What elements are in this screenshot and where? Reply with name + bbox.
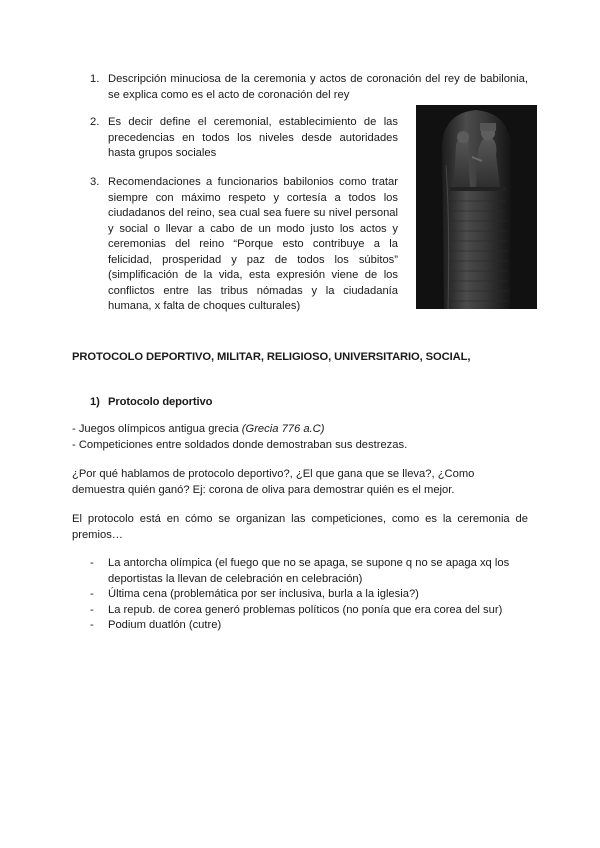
stele-illustration (416, 105, 537, 309)
paragraph-line (72, 422, 528, 438)
list-dash: - (90, 557, 94, 569)
paragraph-line-italic: (Grecia 776 a.C) (241, 423, 325, 435)
paragraph-line-text: - Juegos olímpicos antigua grecia (72, 423, 242, 435)
item-text: Es decir define el ceremonial, establecimiento de las precedencias en todos los niveles desde autoridades hasta grupos sociales (108, 116, 398, 159)
stele-image (416, 105, 537, 309)
paragraph-line: - Competiciones entre soldados donde demostraban sus destrezas. (72, 438, 408, 451)
list-item (90, 603, 528, 619)
list-item (90, 618, 528, 634)
item-number: 2. (90, 116, 100, 128)
list-item-text: La antorcha olímpica (el fuego que no se apaga, se supone q no se apaga xq los deportistas la llevan de celebración en celebración) (108, 557, 510, 585)
section-heading: PROTOCOLO DEPORTIVO, MILITAR, RELIGIOSO, UNIVERSITARIO, SOCIAL, (72, 351, 471, 363)
subheading-number: 1) (90, 396, 100, 408)
paragraph-questions: ¿Por qué hablamos de protocolo deportivo?, ¿El que gana que se lleva?, ¿Como demuestra quién ganó? Ej: corona de oliva para demostrar quién es el mejor. (72, 468, 475, 496)
list-dash: - (90, 588, 94, 600)
subheading (90, 395, 390, 411)
paragraph-juegos (72, 422, 528, 453)
list-dash: - (90, 603, 94, 616)
list-item-text: La repub. de corea generó problemas políticos (no ponía que era corea del sur) (108, 603, 503, 616)
item-number: 1. (90, 73, 100, 85)
list-item-text: Podium duatlón (cutre) (108, 619, 222, 631)
subheading-text: Protocolo deportivo (108, 396, 213, 408)
item-text: Recomendaciones a funcionarios babilonios como tratar siempre con máximo respeto y cortesía a todos los ciudadanos del reino, sea cual sea fuere su nivel personal y social o llevar a cabo de un modo justo los actos y ceremonias del reino “Porque esto contribuye a la felicidad, prosperidad y paz de todos los súbitos” (simplificación de la vida, esta expresión viene de los conflictos entre las tribus nómadas y la ciudadanía humana, x falta de choques culturales) (108, 176, 398, 312)
paragraph-protocolo: El protocolo está en cómo se organizan las competiciones, como es la ceremonia de premios… (72, 513, 528, 541)
numbered-item-1 (90, 72, 528, 103)
item-number: 3. (90, 176, 100, 188)
numbered-item-2 (90, 115, 398, 162)
dash-list (90, 556, 528, 634)
numbered-item-3 (90, 175, 398, 315)
list-item (90, 587, 528, 603)
item-text: Descripción minuciosa de la ceremonia y actos de coronación del rey de babilonia, se explica como es el acto de coronación del rey (108, 73, 528, 101)
list-item (90, 556, 528, 587)
list-item-text: Última cena (problemática por ser inclusiva, burla a la iglesia?) (108, 588, 419, 600)
list-dash: - (90, 619, 94, 631)
